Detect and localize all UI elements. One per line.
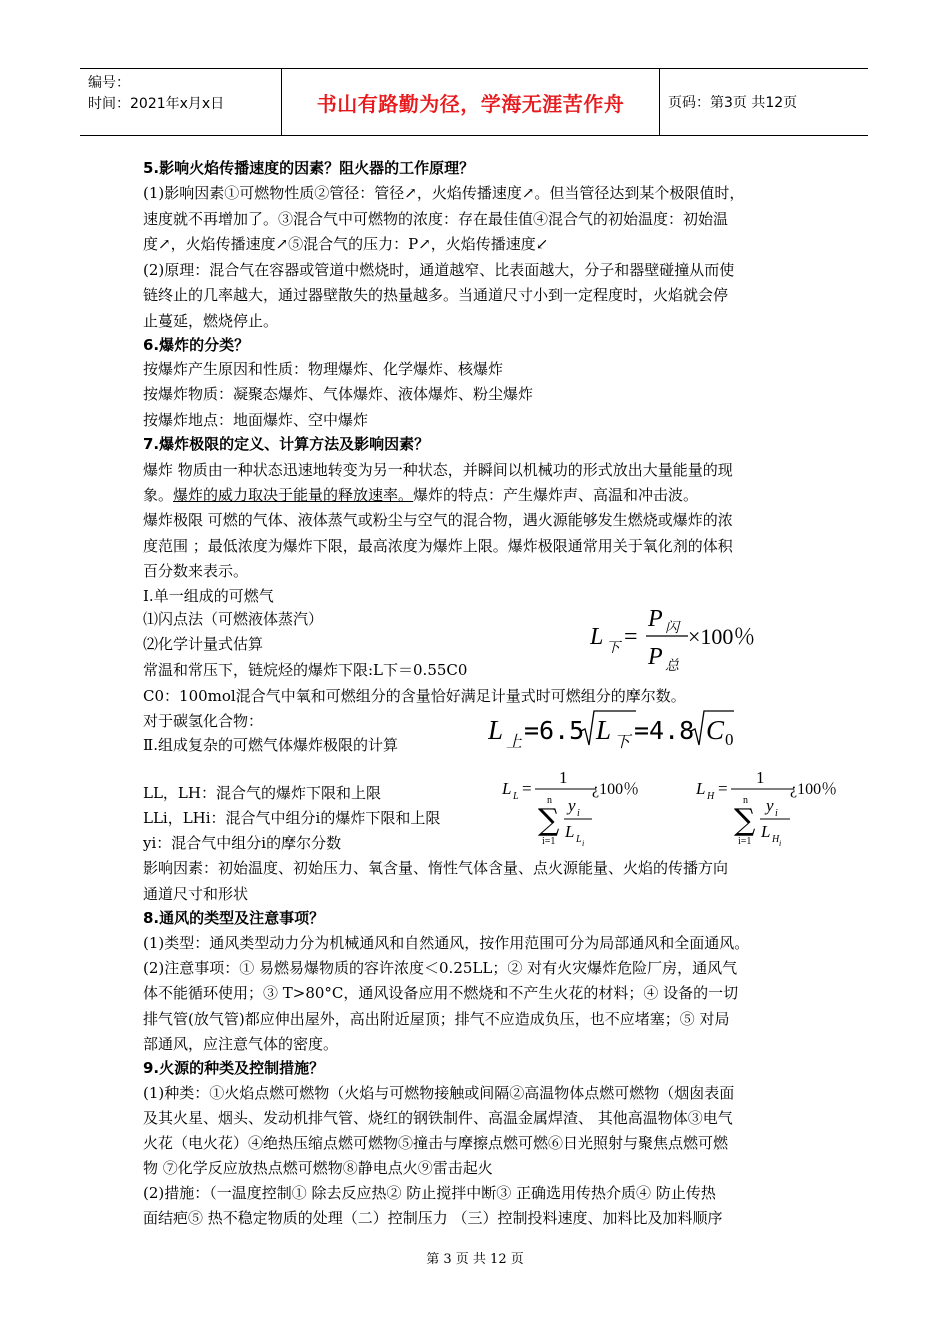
formula-denominator: P [648, 644, 663, 670]
formula-symbol: L [565, 822, 575, 841]
formula-subscript: 总 [665, 658, 679, 674]
formula-symbol: L [488, 715, 504, 745]
header-table [80, 68, 868, 136]
formula-subscript: 上 [506, 732, 523, 751]
formula-subscript: 下 [614, 732, 631, 751]
formula-hydrocarbon [488, 705, 758, 757]
formula-subscript: i [775, 808, 778, 819]
formula-tail: ×100％ [688, 624, 756, 649]
formula-operator: = [624, 624, 638, 650]
formula-subscript: 0 [725, 730, 734, 749]
text-line: 百分数来表示。 [143, 562, 249, 580]
text-line: 爆炸 物质由一种状态迅速地转变为另一种状态，并瞬间以机械功的形式放出大量能量的现 [143, 461, 733, 479]
text-line: 度↗，火焰传播速度↗⑤混合气的压力：P↗，火焰传播速度↙ [143, 235, 549, 253]
doc-number: 编号： [88, 75, 130, 91]
q7-heading: 7.爆炸极限的定义、计算方法及影响因素？ [143, 435, 430, 453]
text-line: ⑵化学计量式估算 [143, 635, 264, 653]
formula-subscript: i [779, 839, 782, 848]
text-line: 面结疤⑤ 热不稳定物质的处理（二）控制压力 （三）控制投料速度、加料比及加料顺序 [143, 1209, 723, 1227]
text-span: 象。 [143, 486, 174, 504]
sum-upper: n [547, 795, 552, 806]
page-footer: 第 3 页 共 12 页 [426, 1252, 524, 1267]
text-line: 部通风，应注意气体的密度。 [143, 1035, 339, 1053]
text-line: LLi，LHi：混合气中组分i的爆炸下限和上限 [143, 809, 441, 827]
formula-numerator: P [648, 606, 663, 632]
text-line: yi：混合气中组分i的摩尔分数 [143, 834, 342, 852]
formula-symbol: L [596, 715, 612, 745]
text-line [143, 485, 698, 505]
formula-tail: ¿100％ [592, 781, 640, 798]
formula-symbol: C [706, 715, 725, 745]
formula-mixture-upper-limit [694, 766, 864, 860]
sum-lower: i=1 [738, 836, 752, 847]
text-line: (2)原理：混合气在容器或管道中燃烧时，通道越窄、比表面越大，分子和器壁碰撞从而使 [143, 261, 735, 279]
q9-heading: 9.火源的种类及控制措施？ [143, 1059, 325, 1077]
text-line: (2)注意事项：① 易燃易爆物质的容许浓度＜0.25LL；② 对有火灾爆炸危险厂房，通风气 [143, 959, 738, 977]
text-line: 止蔓延，燃烧停止。 [143, 312, 279, 330]
formula-tail: ¿100％ [790, 781, 838, 798]
formula-symbol: L [590, 624, 604, 650]
text-line: 速度就不再增加了。③混合气中可燃物的浓度：存在最佳值④混合气的初始温度：初始温 [143, 210, 729, 228]
formula-subscript: 下 [606, 640, 620, 656]
sum-sign: ∑ [734, 803, 756, 838]
q8-heading: 8.通风的类型及注意事项？ [143, 909, 325, 927]
formula-symbol: y [568, 796, 576, 815]
text-span: 爆炸的特点：产生爆炸声、高温和冲击波。 [413, 486, 699, 504]
text-line: LL，LH：混合气的爆炸下限和上限 [143, 784, 381, 802]
formula-numerator: 1 [559, 768, 568, 787]
text-line: 物 ⑦化学反应放热点燃可燃物⑧静电点火⑨雷击起火 [143, 1159, 493, 1177]
formula-symbol: y [766, 796, 774, 815]
text-line: 按爆炸产生原因和性质：物理爆炸、化学爆炸、核爆炸 [143, 360, 504, 378]
formula-subscript: H [772, 834, 780, 845]
text-line: 度范围 ；最低浓度为爆炸下限，最高浓度为爆炸上限。爆炸极限通常用关于氧化剂的体积 [143, 537, 733, 555]
sum-sign: ∑ [538, 803, 560, 838]
formula-subscript: i [577, 808, 580, 819]
text-line: I.单一组成的可燃气 [143, 587, 274, 605]
formula-mixture-lower-limit [500, 766, 670, 860]
formula-subscript: 闪 [665, 620, 679, 636]
text-line: (1)类型：通风类型动力分为机械通风和自然通风，按作用范围可分为局部通风和全面通风。 [143, 934, 750, 952]
text-line: 及其火星、烟头、发动机排气管、烧红的钢铁制件、高温金属焊渣、 其他高温物体③电气 [143, 1109, 733, 1127]
text-line: Ⅱ.组成复杂的可燃气体爆炸极限的计算 [143, 736, 398, 754]
text-line: (1)影响因素①可燃物性质②管径：管径↗，火焰传播速度↗。但当管径达到某个极限值时， [143, 184, 745, 202]
formula-subscript: H [707, 791, 715, 802]
text-line: 链终止的几率越大，通过器壁散失的热量越多。当通道尺寸小到一定程度时，火焰就会停 [143, 286, 729, 304]
text-line: 按爆炸地点：地面爆炸、空中爆炸 [143, 411, 369, 429]
text-line: 爆炸极限 可燃的气体、液体蒸气或粉尘与空气的混合物，遇火源能够发生燃烧或爆炸的浓 [143, 511, 733, 529]
text-line: 火花（电火花）④绝热压缩点燃可燃物⑤撞击与摩擦点燃可燃⑥日光照射与聚焦点燃可燃 [143, 1134, 729, 1152]
formula-numerator: 1 [756, 768, 765, 787]
text-line: C0：100mol混合气中氧和可燃组分的含量恰好满足计量式时可燃组分的摩尔数。 [143, 687, 686, 705]
text-line: (1)种类：①火焰点燃可燃物（火焰与可燃物接触或间隔②高温物体点燃可燃物（烟囱表面 [143, 1084, 735, 1102]
header-page-number: 页码：第3页 共12页 [668, 95, 798, 111]
sum-lower: i=1 [542, 836, 556, 847]
formula-symbol: L [502, 779, 512, 798]
q6-heading: 6.爆炸的分类？ [143, 336, 250, 354]
header-motto: 书山有路勤为径，学海无涯苦作舟 [282, 69, 660, 135]
q5-heading: 5.影响火焰传播速度的因素？阻火器的工作原理？ [143, 159, 475, 177]
underlined-text: 爆炸的威力取决于能量的释放速率。 [173, 486, 414, 504]
sum-upper: n [743, 795, 748, 806]
doc-date: 时间：2021年x月x日 [88, 96, 225, 112]
header-info [80, 69, 282, 135]
formula-operator: = [522, 779, 532, 798]
formula-subscript: i [582, 839, 585, 848]
formula-subscript: L [513, 791, 519, 802]
text-line: ⑴闪点法（可燃液体蒸汽） [143, 610, 324, 628]
text-line: 影响因素：初始温度、初始压力、氧含量、惰性气体含量、点火源能量、火焰的传播方向 [143, 859, 729, 877]
text-line: 常温和常压下，链烷烃的爆炸下限:L下＝0.55C0 [143, 661, 468, 679]
text-line: 体不能循环使用；③ T>80°C，通风设备应用不燃烧和不产生火花的材料；④ 设备的一切 [143, 984, 739, 1002]
formula-operator: = [718, 779, 728, 798]
text-line: 按爆炸物质：凝聚态爆炸、气体爆炸、液体爆炸、粉尘爆炸 [143, 385, 534, 403]
formula-coefficient: =6.5 [524, 716, 585, 745]
formula-flash-point [590, 598, 780, 678]
text-line: 对于碳氢化合物： [143, 712, 264, 730]
text-line: 排气管(放气管)都应伸出屋外，高出附近屋顶；排气不应造成负压，也不应堵塞；⑤ 对局 [143, 1010, 730, 1028]
formula-coefficient: =4.8 [634, 716, 695, 745]
text-line: (2)措施：（一温度控制① 除去反应热② 防止搅拌中断③ 正确选用传热介质④ 防止传热 [143, 1184, 716, 1202]
text-line: 通道尺寸和形状 [143, 885, 249, 903]
formula-symbol: L [696, 779, 706, 798]
formula-symbol: L [761, 822, 771, 841]
formula-subscript: L [576, 834, 582, 845]
